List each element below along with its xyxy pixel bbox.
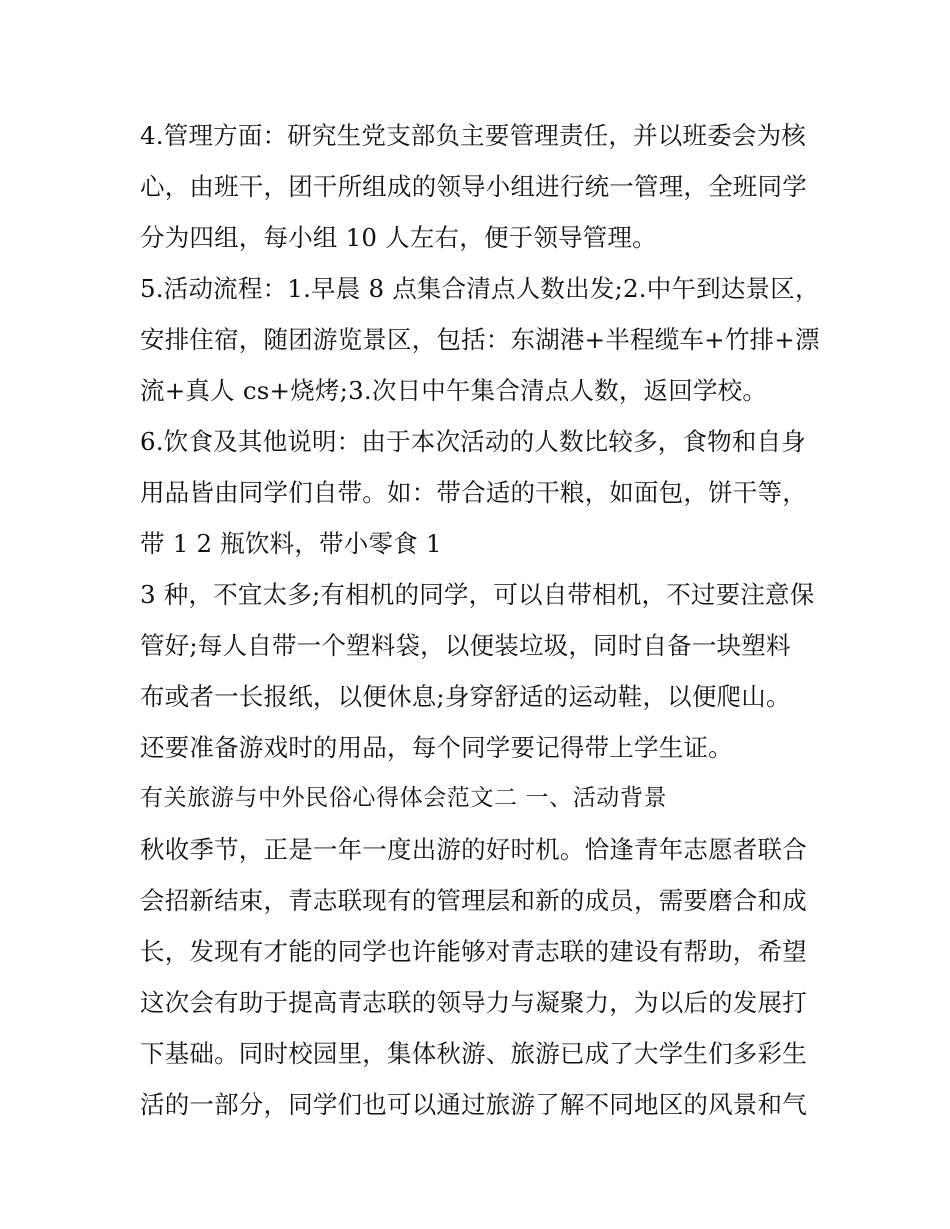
text-line: 6.饮食及其他说明：由于本次活动的人数比较多，食物和自身 xyxy=(140,427,806,456)
text-line: 秋收季节，正是一年一度出游的好时机。恰逢青年志愿者联合 xyxy=(140,835,807,864)
text-line: 带 1 2 瓶饮料，带小零食 1 xyxy=(140,529,442,558)
text-line: 还要准备游戏时的用品，每个同学要记得带上学生证。 xyxy=(140,733,733,762)
text-line: 4.管理方面：研究生党支部负主要管理责任，并以班委会为核 xyxy=(140,121,806,150)
text-line: 这次会有助于提高青志联的领导力与凝聚力，为以后的发展打 xyxy=(140,988,807,1017)
text-line: 管好;每人自带一个塑料袋，以便装垃圾，同时自备一块塑料 xyxy=(140,631,791,660)
text-line: 5.活动流程：1.早晨 8 点集合清点人数出发;2.中午到达景区， xyxy=(140,274,820,303)
text-line: 分为四组，每小组 10 人左右，便于领导管理。 xyxy=(140,223,657,252)
text-line: 安排住宿，随团游览景区，包括：东湖港+半程缆车+竹排+漂 xyxy=(140,325,820,354)
text-line: 用品皆由同学们自带。如：带合适的干粮，如面包，饼干等， xyxy=(140,478,807,507)
text-line: 流+真人 cs+烧烤;3.次日中午集合清点人数，返回学校。 xyxy=(140,376,768,405)
text-line: 布或者一长报纸，以便休息;身穿舒适的运动鞋，以便爬山。 xyxy=(140,682,791,711)
text-line: 心，由班干，团干所组成的领导小组进行统一管理，全班同学 xyxy=(140,172,807,201)
text-line: 活的一部分，同学们也可以通过旅游了解不同地区的风景和气 xyxy=(140,1090,807,1119)
section-heading: 有关旅游与中外民俗心得体会范文二 一、活动背景 xyxy=(140,785,668,811)
document-body xyxy=(140,110,820,1130)
text-line: 下基础。同时校园里，集体秋游、旅游已成了大学生们多彩生 xyxy=(140,1039,807,1068)
text-line: 会招新结束，青志联现有的管理层和新的成员，需要磨合和成 xyxy=(140,886,807,915)
text-line: 长，发现有才能的同学也许能够对青志联的建设有帮助，希望 xyxy=(140,937,807,966)
text-line: 3 种，不宜太多;有相机的同学，可以自带相机，不过要注意保 xyxy=(140,580,815,609)
